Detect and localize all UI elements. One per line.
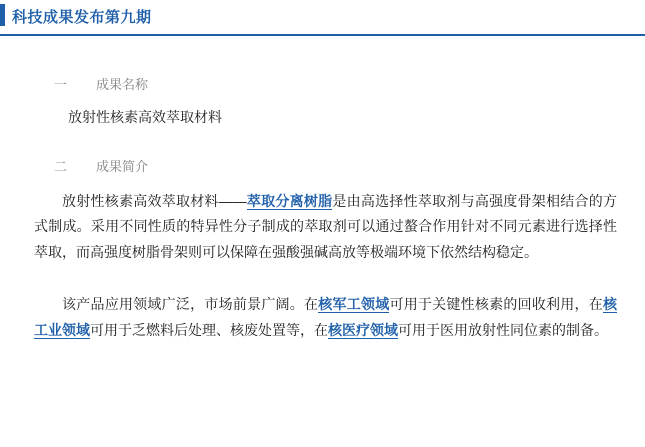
page-title: 科技成果发布第九期: [12, 8, 152, 26]
p2-text-2: 可用于关键性核素的回收利用，在: [389, 296, 604, 313]
section-number-1: 一: [54, 77, 68, 92]
p2-highlight-1: 核军工领域: [318, 296, 390, 313]
result-name-value: 放射性核素高效萃取材料: [68, 109, 222, 125]
p2-text-4: 可用于医用放射性同位素的制备。: [398, 322, 608, 339]
p1-text-2: 是由高选择性萃取剂与高强度骨架相结合的方式制成。采用不同性质的特异性分子制成的萃取剂可以通过螯合作用针对不同元素进行选择性萃取，而高强度树脂骨架则可以保障在强酸强碱高放等极端环境下依然结构稳定。: [34, 192, 618, 261]
p2-text-1: 该产品应用领域广泛，市场前景广阔。在: [62, 296, 319, 313]
section-heading-2: [54, 156, 617, 175]
p1-highlight-1: 萃取分离树脂: [246, 192, 333, 209]
content-spacer: [34, 54, 617, 60]
document-content: [0, 36, 645, 344]
p2-highlight-2: 核工业领域: [34, 296, 618, 339]
document-header: [0, 0, 645, 34]
section-label-1: 成果名称: [96, 77, 149, 92]
p1-text-1: 放射性核素高效萃取材料——: [62, 192, 247, 209]
intro-paragraph-2: [34, 292, 617, 344]
header-accent-bar: [0, 4, 5, 26]
section-label-2: 成果简介: [96, 158, 149, 174]
p2-highlight-3: 核医疗领域: [328, 322, 398, 339]
intro-paragraph-1: [34, 189, 617, 267]
p2-text-3: 可用于乏燃料后处理、核废处置等，在: [90, 322, 328, 339]
section-number-2: 二: [54, 158, 68, 174]
section-heading-1: [54, 74, 617, 93]
